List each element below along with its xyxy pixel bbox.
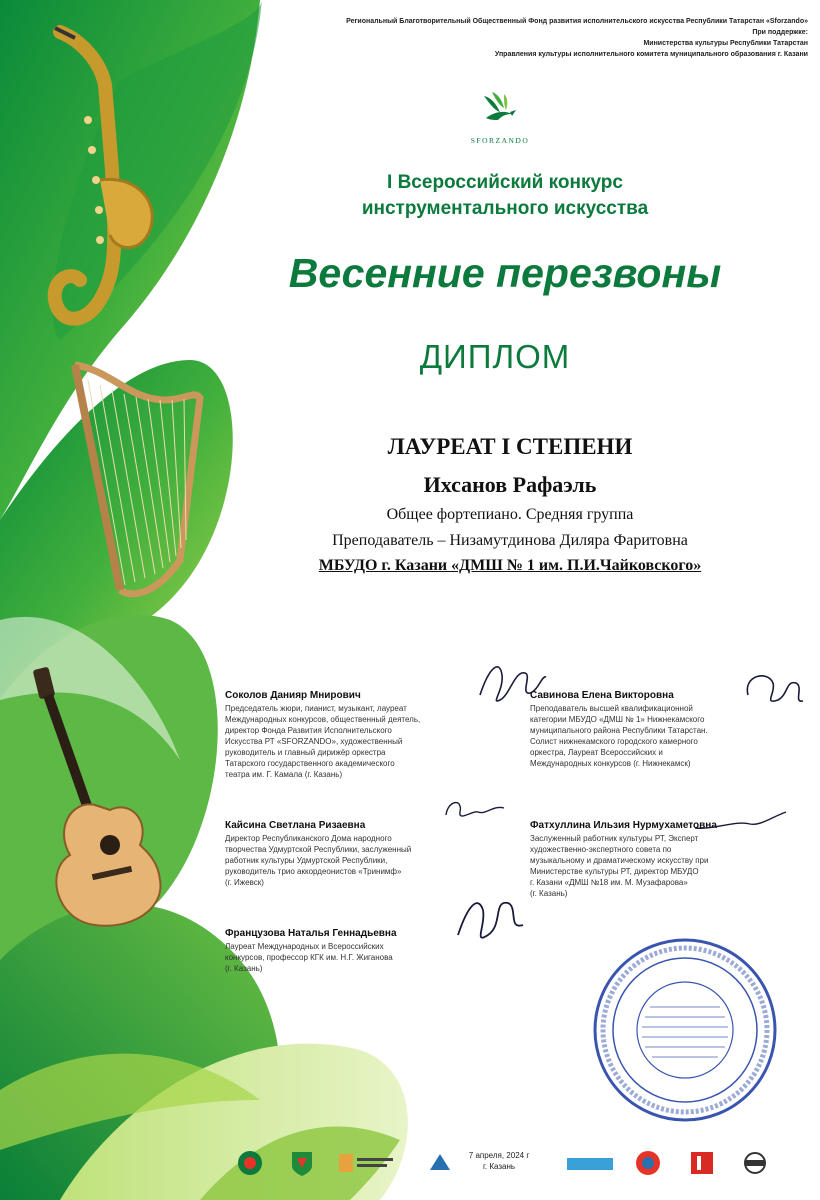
jury-desc: оркестра, Лауреат Всероссийских и [530,748,663,757]
jury-desc: Международных конкурсов, общественный деятель, [225,715,421,724]
jury-desc: руководитель трио аккордеонистов «Тринимф» [225,867,402,876]
jury-name: Фатхуллина Ильзия Нурмухаметовна [530,820,717,831]
document-type: ДИПЛОМ [419,338,571,375]
partner-logo [633,1148,663,1178]
official-stamp [590,935,780,1125]
jury-desc: художественно-экспертного совета по [530,845,672,854]
jury-member [225,820,515,888]
header-line: При поддержке: [752,29,808,36]
sforzando-bird-logo [480,90,520,130]
jury-desc: Председатель жюри, пианист, музыкант, лауреат [225,704,407,713]
jury-desc: Татарского государственного академического [225,759,395,768]
jury-desc: театра им. Г. Камала (г. Казань) [225,770,343,779]
lukoil-logo [687,1148,717,1178]
school-name [240,557,780,575]
jury-desc: Лауреат Международных и Всероссийских [225,942,384,951]
jury-desc: Преподаватель высшей квалификационной [530,704,693,713]
jury-desc: Международных конкурсов (г. Нижнекамск) [530,759,691,768]
contest-title: Весенние перезвоны [288,250,722,296]
organizer-header [248,16,808,60]
jury-desc: Министерстве культуры РТ, директор МБУДО [530,867,699,876]
header-line: Региональный Благотворительный Общественный Фонд развития исполнительского искусства Республики Татарстан «Sforzando» [346,18,808,25]
place-line: г. Казань [482,1162,516,1171]
signature-sokolov [470,655,550,715]
jury-desc: Директор Республиканского Дома народного [225,834,392,843]
school-text: МБУДО г. Казани «ДМШ № 1 им. П.И.Чайковского» [318,557,702,574]
jury-desc: директор Фонда Развития Исполнительского [225,726,392,735]
jury-desc: (г. Казань) [225,964,263,973]
jury-desc: муниципального района Республики Татарстан. [530,726,708,735]
jury-desc: Солист нижнекамского городского камерного [530,737,698,746]
signature-kaysina [438,790,508,830]
partner-logo [565,1148,615,1178]
jury-desc: (г. Казань) [530,889,568,898]
jury-desc: Заслуженный работник культуры РТ, Эксперт [530,834,699,843]
logo-text: SFORZANDO [470,136,530,145]
contest-name [280,170,730,222]
jury-name: Французова Наталья Геннадьевна [225,928,397,939]
coat-of-arms-icon [287,1148,317,1178]
jury-desc: категории МБУДО «ДМШ № 1» Нижнекамского [530,715,705,724]
teacher-line: Преподаватель – Низамутдинова Диляра Фаритовна [332,532,688,549]
jury-desc: конкурсов, профессор КГК им. Н.Г. Жиганова [225,953,393,962]
date-place [460,1150,538,1172]
jury-name: Кайсина Светлана Ризаевна [225,820,366,831]
jury-desc: творчества Удмуртской Республики, заслуженный [225,845,412,854]
signature-frantsuzova [448,885,528,955]
date-line: 7 апреля, 2024 г [468,1151,530,1160]
partner-logo [235,1148,265,1178]
header-line: Министерства культуры Республики Татарстан [643,40,808,47]
jury-name: Соколов Данияр Мнирович [225,690,361,701]
jury-desc: г. Казани «ДМШ №18 им. М. Музафарова» [530,878,688,887]
jury-desc: работник культуры Удмуртской Республики, [225,856,388,865]
jury-desc: Искусства РТ «SFORZANDO», художественный [225,737,403,746]
jury-desc: руководитель и главный дирижёр оркестра [225,748,386,757]
header-line: Управления культуры исполнительного комитета муниципального образования г. Казани [494,51,808,58]
partner-logo [735,1148,775,1178]
contest-line-2: инструментального искусства [361,198,649,219]
award-category: Общее фортепиано. Средняя группа [386,506,634,523]
laureate-name: Ихсанов Рафаэль [423,472,597,497]
contest-line-1: I Всероссийский конкурс [387,172,623,193]
jury-desc: музыкальному и драматическому искусству при [530,856,709,865]
signature-fatkhullina [690,800,790,840]
signature-savinova [738,665,808,715]
jury-desc: (г. Ижевск) [225,878,264,887]
partner-logo [425,1148,455,1178]
jury-name: Савинова Елена Викторовна [530,690,674,701]
presidential-grants-logo [337,1148,397,1178]
sforzando-logo [468,90,532,145]
award-degree: ЛАУРЕАТ I СТЕПЕНИ [387,434,633,459]
